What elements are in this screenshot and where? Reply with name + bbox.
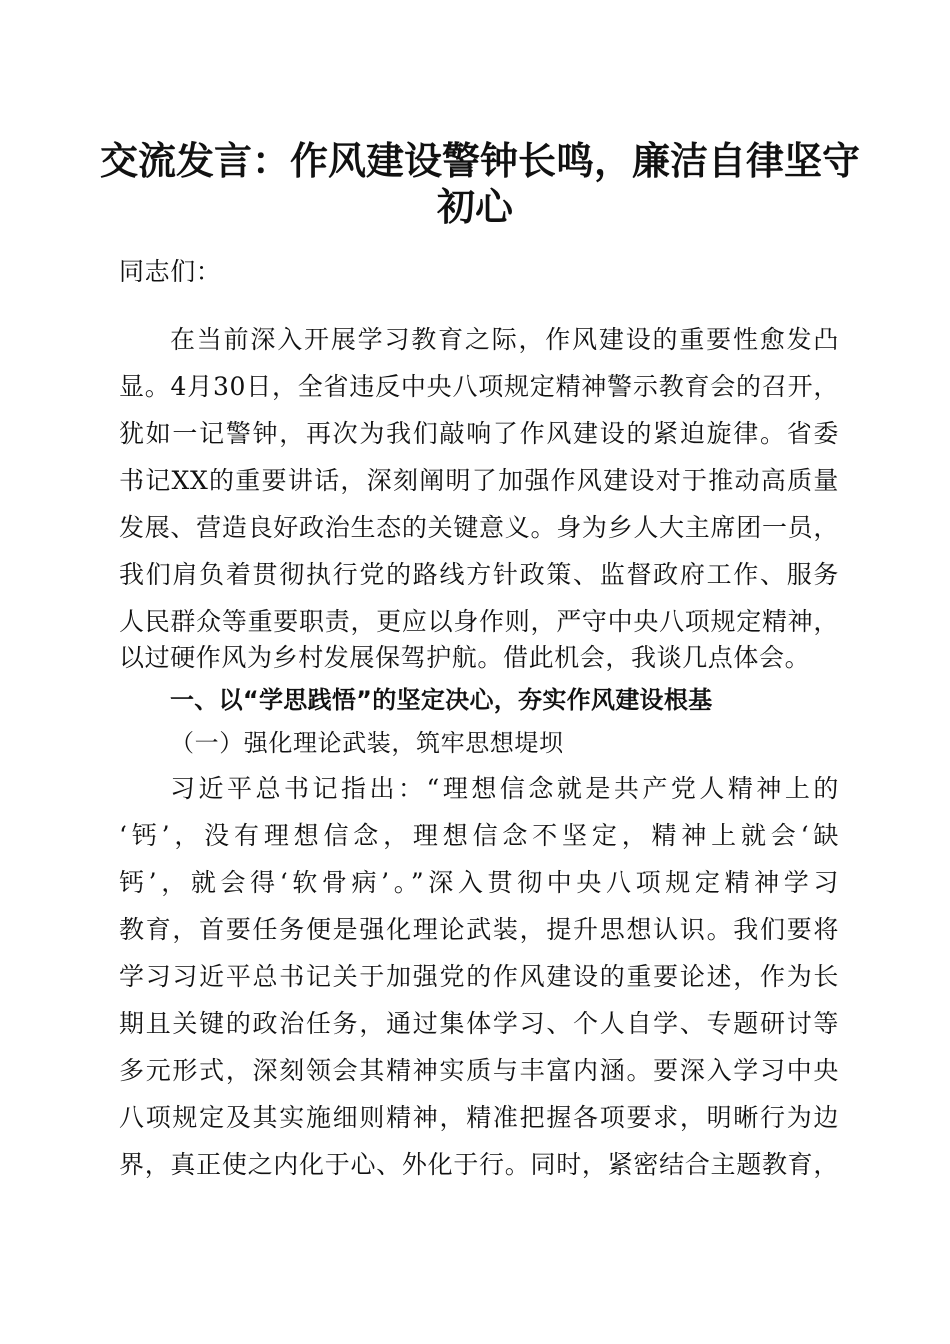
paragraph-2-line: 多元形式，深刻领会其精神实质与丰富内涵。要深入学习中央 (119, 1056, 839, 1085)
paragraph-2-line: 八项规定及其实施细则精神，精准把握各项要求，明晰行为边 (119, 1103, 839, 1132)
document-title-line-2: 初心 (436, 184, 513, 229)
section-heading-1: 一、以“学思践悟”的坚定决心，夯实作风建设根基 (170, 686, 713, 714)
paragraph-1-line: 我们肩负着贯彻执行党的路线方针政策、监督政府工作、服务 (119, 560, 839, 589)
document-title-line-1: 交流发言：作风建设警钟长鸣，廉洁自律坚守 (100, 138, 861, 183)
paragraph-1-line: 在当前深入开展学习教育之际，作风建设的重要性愈发凸 (170, 325, 839, 354)
paragraph-2-line: 界，真正使之内化于心、外化于行。同时，紧密结合主题教育， (119, 1150, 839, 1179)
paragraph-1-line: 犹如一记警钟，再次为我们敲响了作风建设的紧迫旋律。省委 (119, 419, 839, 448)
salutation: 同志们： (119, 257, 222, 286)
paragraph-2-line: 期且关键的政治任务，通过集体学习、个人自学、专题研讨等 (119, 1009, 839, 1038)
paragraph-2-line: 学习习近平总书记关于加强党的作风建设的重要论述，作为长 (119, 962, 839, 991)
paragraph-2-line: ‘钙’，没有理想信念，理想信念不坚定，精神上就会‘缺 (119, 821, 839, 850)
paragraph-1-line: 书记XX的重要讲话，深刻阐明了加强作风建设对于推动高质量 (119, 466, 839, 495)
paragraph-1-line: 显。4月30日，全省违反中央八项规定精神警示教育会的召开， (119, 372, 839, 401)
paragraph-2-line: 习近平总书记指出：“理想信念就是共产党人精神上的 (170, 774, 839, 803)
paragraph-1-line: 以过硬作风为乡村发展保驾护航。借此机会，我谈几点体会。 (119, 643, 811, 672)
paragraph-1-line: 发展、营造良好政治生态的关键意义。身为乡人大主席团一员， (119, 513, 839, 542)
paragraph-2-line: 教育，首要任务便是强化理论武装，提升思想认识。我们要将 (119, 915, 839, 944)
paragraph-2-line: 钙’，就会得‘软骨病’。”深入贯彻中央八项规定精神学习 (119, 868, 839, 897)
subsection-heading-1: （一）强化理论武装，筑牢思想堤坝 (170, 729, 564, 757)
paragraph-1-line: 人民群众等重要职责，更应以身作则，严守中央八项规定精神， (119, 607, 839, 636)
